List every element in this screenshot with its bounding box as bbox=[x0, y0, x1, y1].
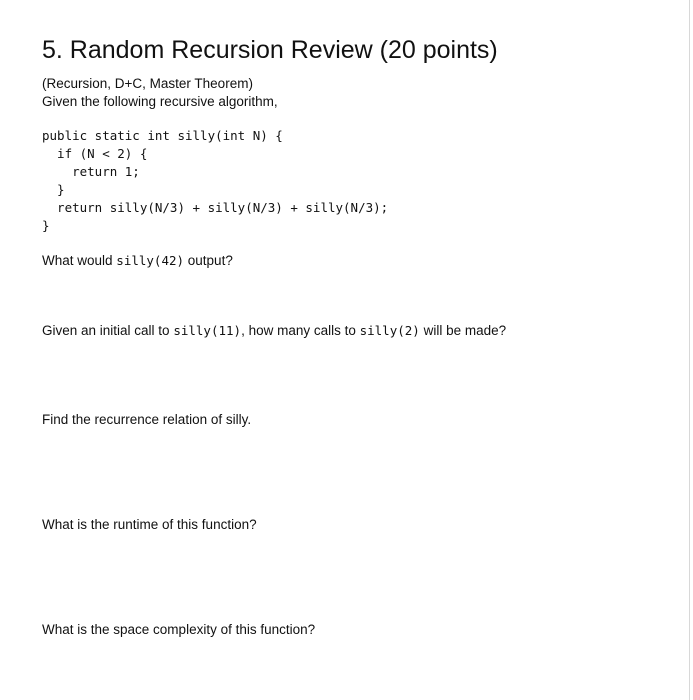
problem-intro: Given the following recursive algorithm, bbox=[42, 94, 278, 109]
code-line: } bbox=[42, 182, 65, 197]
code-line: public static int silly(int N) { bbox=[42, 128, 283, 143]
code-line: return silly(N/3) + silly(N/3) + silly(N/3); bbox=[42, 200, 389, 215]
question-recurrence: Find the recurrence relation of silly. bbox=[42, 412, 252, 427]
inline-code: silly(2) bbox=[359, 323, 420, 338]
problem-title: 5. Random Recursion Review (20 points) bbox=[42, 36, 498, 64]
code-line: return 1; bbox=[42, 164, 140, 179]
code-line: if (N < 2) { bbox=[42, 146, 148, 161]
code-line: } bbox=[42, 218, 50, 233]
question-text: , how many calls to bbox=[241, 323, 360, 338]
question-output bbox=[42, 253, 233, 268]
question-text: Given an initial call to bbox=[42, 323, 174, 338]
inline-code: silly(11) bbox=[173, 323, 242, 338]
question-text: What would bbox=[42, 253, 117, 268]
question-text: output? bbox=[184, 253, 233, 268]
question-space-complexity: What is the space complexity of this function? bbox=[42, 622, 316, 637]
question-call-count bbox=[42, 323, 506, 338]
question-text: will be made? bbox=[419, 323, 507, 338]
question-runtime: What is the runtime of this function? bbox=[42, 517, 257, 532]
inline-code: silly(42) bbox=[116, 253, 185, 268]
code-block bbox=[42, 127, 388, 235]
problem-topics: (Recursion, D+C, Master Theorem) bbox=[42, 76, 253, 91]
page-edge-divider bbox=[689, 0, 690, 700]
